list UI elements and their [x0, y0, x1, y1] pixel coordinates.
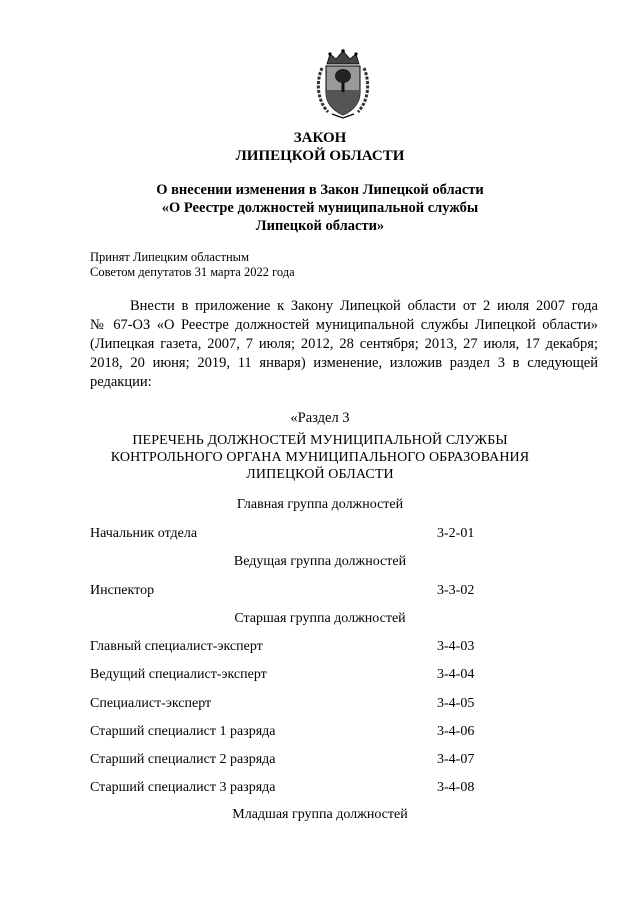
position-name: Старший специалист 3 разряда — [90, 780, 276, 795]
body-paragraph — [90, 297, 598, 392]
group-title-leading: Ведущая группа должностей — [233, 554, 407, 569]
section-label: «Раздел 3 — [290, 410, 350, 426]
group-title-junior: Младшая группа должностей — [232, 807, 408, 822]
position-code: 3-4-04 — [437, 667, 475, 682]
position-code: 3-3-02 — [437, 583, 475, 598]
accepted-line-2: Советом депутатов 31 марта 2022 года — [90, 265, 295, 279]
coat-of-arms-icon — [314, 48, 372, 120]
position-name: Ведущий специалист-эксперт — [90, 667, 267, 682]
law-title: ЗАКОН — [293, 130, 347, 146]
law-region: ЛИПЕЦКОЙ ОБЛАСТИ — [235, 148, 405, 164]
body-line: 2018, 20 июня; 2019, 11 января) изменение, изложив раздел 3 в следующей — [90, 355, 598, 371]
position-name: Специалист-эксперт — [90, 696, 212, 711]
group-title-senior: Старшая группа должностей — [234, 611, 406, 626]
position-name: Старший специалист 2 разряда — [90, 752, 276, 767]
law-subject-line-1: О внесении изменения в Закон Липецкой области — [156, 182, 484, 198]
section-heading-line-2: КОНТРОЛЬНОГО ОРГАНА МУНИЦИПАЛЬНОГО ОБРАЗОВАНИЯ — [110, 450, 530, 465]
position-name: Инспектор — [90, 583, 155, 598]
body-line: Внести в приложение к Закону Липецкой области от 2 июля 2007 года — [130, 298, 598, 314]
law-subject-line-2: «О Реестре должностей муниципальной службы — [161, 200, 479, 216]
position-name: Главный специалист-эксперт — [90, 639, 263, 654]
position-name: Старший специалист 1 разряда — [90, 724, 276, 739]
position-code: 3-4-05 — [437, 696, 475, 711]
section-heading-line-1: ПЕРЕЧЕНЬ ДОЛЖНОСТЕЙ МУНИЦИПАЛЬНОЙ СЛУЖБЫ — [132, 433, 508, 448]
position-code: 3-4-08 — [437, 780, 475, 795]
law-subject-line-3: Липецкой области» — [255, 218, 385, 234]
position-code: 3-4-03 — [437, 639, 475, 654]
body-line: редакции: — [90, 374, 152, 390]
section-heading-line-3: ЛИПЕЦКОЙ ОБЛАСТИ — [246, 467, 394, 482]
group-title-main: Главная группа должностей — [236, 497, 404, 512]
position-code: 3-4-06 — [437, 724, 475, 739]
position-code: 3-2-01 — [437, 526, 475, 541]
position-name: Начальник отдела — [90, 526, 198, 541]
body-line: № 67-ОЗ «О Реестре должностей муниципальной службы Липецкой области» — [90, 317, 598, 333]
position-code: 3-4-07 — [437, 752, 475, 767]
accepted-line-1: Принят Липецким областным — [90, 250, 249, 264]
body-line: (Липецкая газета, 2007, 7 июля; 2012, 28 сентября; 2013, 27 июля, 17 декабря; — [90, 336, 598, 352]
